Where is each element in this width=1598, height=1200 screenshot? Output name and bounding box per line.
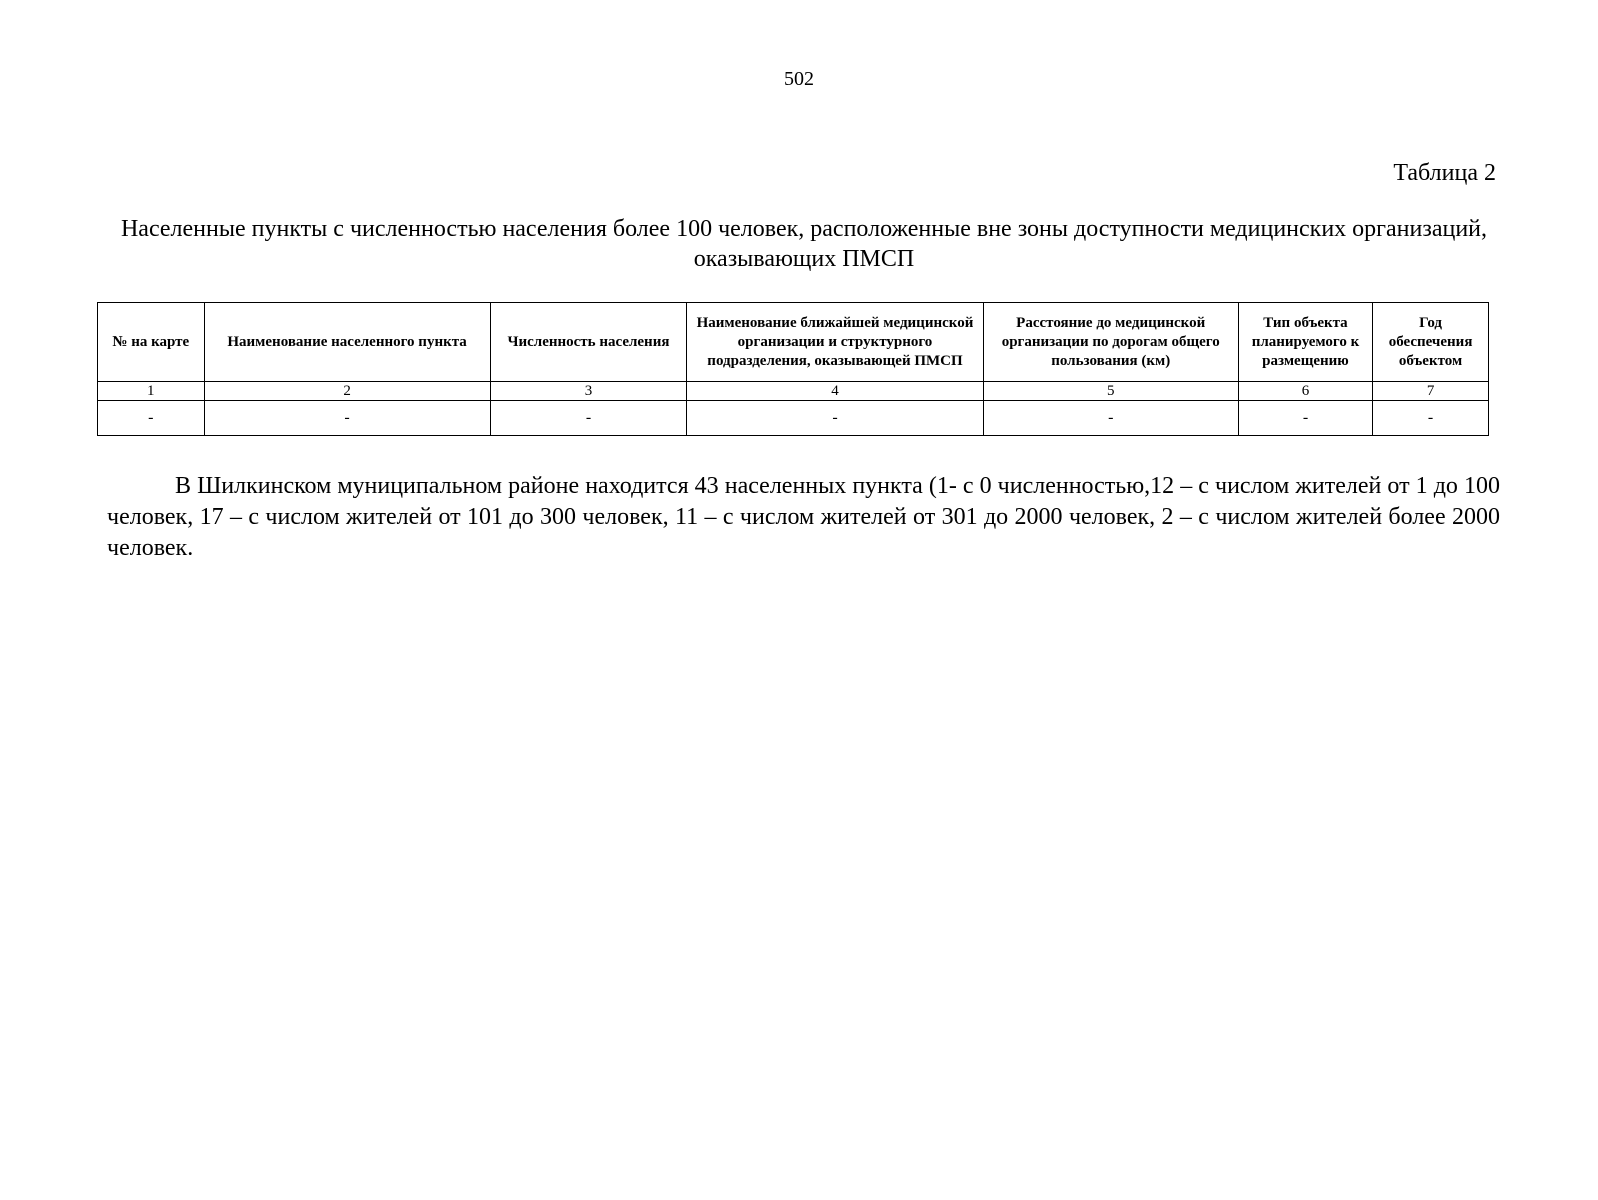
settlements-table [97,302,1489,436]
header-population: Численность населения [490,303,687,382]
header-object-type: Тип объекта планируемого к размещению [1238,303,1372,382]
table-cell: - [1238,401,1372,436]
header-distance: Расстояние до медицинской организации по дорогам общего пользования (км) [983,303,1238,382]
header-year: Год обеспечения объектом [1373,303,1489,382]
table-cell: - [490,401,687,436]
table-cell: - [983,401,1238,436]
table-title: Населенные пункты с численностью населения более 100 человек, расположенные вне зоны доступности медицинских организаций, оказывающих ПМСП [120,216,1488,272]
column-number-cell: 4 [687,382,983,401]
table-header-row [98,303,1489,382]
table-cell: - [98,401,205,436]
table-cell: - [204,401,490,436]
column-number-cell: 1 [98,382,205,401]
body-paragraph: В Шилкинском муниципальном районе находится 43 населенных пункта (1- с 0 численностью,12 – с числом жителей от 1 до 100 человек, 17 – с числом жителей от 101 до 300 человек, 11 – с числом жителей от 301 до 2000 человек, 2 – с числом жителей более 2000 человек. [107,473,1500,561]
column-number-row [98,382,1489,401]
column-number-cell: 6 [1238,382,1372,401]
page-number: 502 [784,68,814,90]
header-map-number: № на карте [98,303,205,382]
table-row [98,401,1489,436]
table-cell: - [687,401,983,436]
header-nearest-medical-org: Наименование ближайшей медицинской организации и структурного подразделения, оказывающей ПМСП [687,303,983,382]
column-number-cell: 2 [204,382,490,401]
column-number-cell: 7 [1373,382,1489,401]
column-number-cell: 3 [490,382,687,401]
header-settlement-name: Наименование населенного пункта [204,303,490,382]
table-caption: Таблица 2 [1393,160,1496,186]
column-number-cell: 5 [983,382,1238,401]
table-cell: - [1373,401,1489,436]
